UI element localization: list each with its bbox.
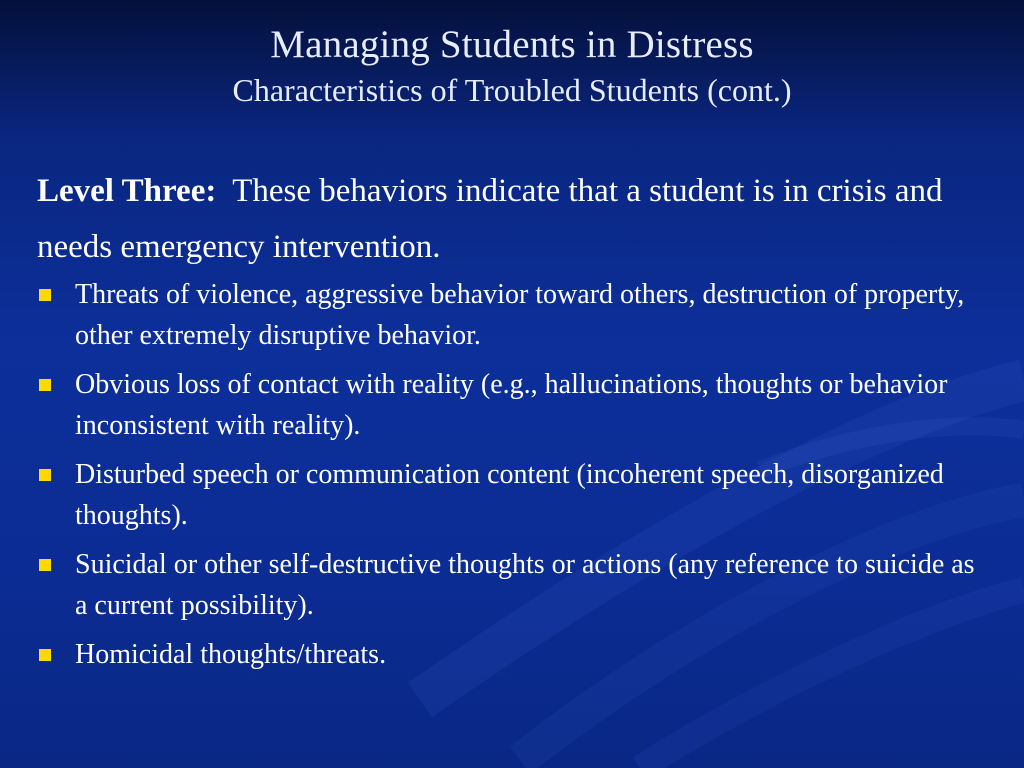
level-three-intro bbox=[37, 163, 997, 275]
square-bullet-icon bbox=[39, 649, 51, 661]
square-bullet-icon bbox=[39, 559, 51, 571]
square-bullet-icon bbox=[39, 379, 51, 391]
list-item bbox=[0, 454, 1024, 536]
list-item-text: Obvious loss of contact with reality (e.g., hallucinations, thoughts or behavior inconsistent with reality). bbox=[75, 369, 948, 441]
slide-subtitle: Characteristics of Troubled Students (cont.) bbox=[232, 72, 792, 108]
list-item bbox=[0, 634, 1024, 675]
square-bullet-icon bbox=[39, 469, 51, 481]
list-item-text: Suicidal or other self-destructive thoughts or actions (any reference to suicide as a current possibility). bbox=[75, 549, 975, 621]
list-item-text: Disturbed speech or communication content (incoherent speech, disorganized thoughts). bbox=[75, 459, 944, 531]
intro-label: Level Three: bbox=[37, 173, 217, 209]
list-item bbox=[0, 364, 1024, 446]
list-item-text: Threats of violence, aggressive behavior toward others, destruction of property, other extremely disruptive behavior. bbox=[75, 279, 965, 351]
behavior-list bbox=[0, 274, 1024, 683]
slide-title: Managing Students in Distress bbox=[270, 23, 754, 66]
list-item bbox=[0, 274, 1024, 356]
list-item bbox=[0, 544, 1024, 626]
square-bullet-icon bbox=[39, 289, 51, 301]
intro-text: These behaviors indicate that a student is in crisis and needs emergency intervention. bbox=[37, 173, 943, 265]
list-item-text: Homicidal thoughts/threats. bbox=[75, 639, 387, 670]
title-block bbox=[0, 22, 1024, 110]
